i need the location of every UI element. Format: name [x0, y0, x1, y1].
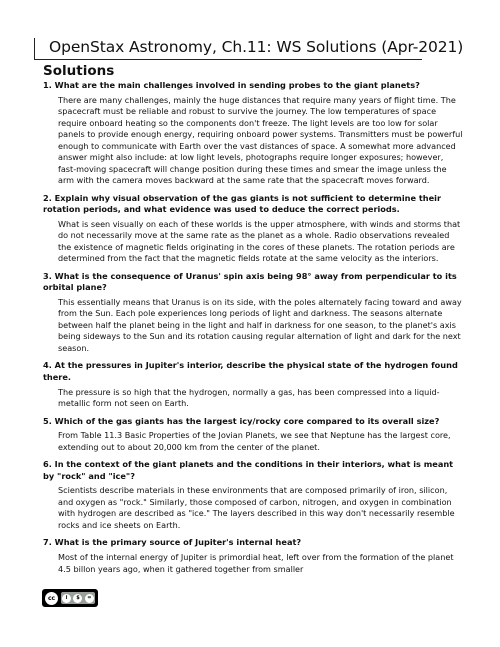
noncommercial-icon: $ — [73, 594, 82, 603]
question-1: 1. What are the main challenges involved in sending probes to the giant planets? — [43, 80, 420, 90]
answer-7: Most of the internal energy of Jupiter is primordial heat, left over from the formation of the planet 4.5 billon years ago, when it gathered together from smaller — [58, 552, 454, 574]
noderivatives-icon: = — [85, 594, 94, 603]
question-4: 4. At the pressures in Jupiter's interior, describe the physical state of the hydrogen found there. — [43, 360, 458, 383]
license-terms — [61, 592, 95, 604]
answer-1: There are many challenges, mainly the huge distances that require many years of flight time. The spacecraft must be reliable and robust to survive the journey. The low temperatures of space require onboard heating so the components don't freeze. The light levels are too low for solar panels to provide enough energy, requiring onboard power systems. Transmitters must be powerful enough to communicate with Earth over the vast distances of space. A somewhat more advanced answer might also include: at low light levels, photographs require longer exposures; however, fast-moving spacecraft will change position during these times and smear the image unless the arm with the camera moves backward at the same rate that the spacecraft moves forward. — [58, 94, 463, 186]
answer-5: From Table 11.3 Basic Properties of the Jovian Planets, we see that Neptune has the largest core, extending out to about 20,000 km from the center of the planet. — [58, 430, 451, 452]
question-5: 5. Which of the gas giants has the largest icy/rocky core compared to its overall size? — [43, 415, 440, 426]
cc-license-badge — [42, 589, 98, 607]
answer-4: The pressure is so high that the hydrogen, normally a gas, has been compressed into a liquid-metallic form not seen on Earth. — [58, 386, 440, 409]
attribution-icon: i — [62, 594, 71, 603]
answer-3: This essentially means that Uranus is on its side, with the poles alternately facing toward and away from the Sun. Each pole experiences long periods of light and darkness. The seasons alternate between half the planet being in the light and half in darkness for one season, to the planet's axis being sideways to the Sun and its rotation causing regular alternation of light and dark for the next season. — [58, 296, 462, 353]
answer-2: What is seen visually on each of these worlds is the upper atmosphere, with winds and storms that do not necessarily move at the same rate as the planet as a whole. Radio observations revealed the existence of magnetic fields originating in the cores of these planets. The rotation periods are determined from the fact that the magnetic fields rotate at the same velocity as the interiors. — [58, 218, 461, 264]
cc-icon: cc — [45, 592, 58, 605]
solutions-content — [40, 63, 464, 581]
document-title: OpenStax Astronomy, Ch.11: WS Solutions (Apr-2021) — [49, 38, 464, 56]
answer-6: Scientists describe materials in these environments that are composed primarily of iron, silicon, and oxygen as "rock." Similarly, those composed of carbon, nitrogen, and oxygen in combination with hydrogen are described as "ice." The layers described in this way don't necessarily resemble rocks and ice sheets on Earth. — [58, 485, 455, 530]
question-7: 7. What is the primary source of Jupiter's internal heat? — [43, 537, 302, 548]
question-2: 2. Explain why visual observation of the gas giants is not sufficient to determine their rotation periods, and what evidence was used to deduce the correct periods. — [43, 192, 442, 215]
section-title: Solutions — [43, 63, 115, 79]
question-3: 3. What is the consequence of Uranus' spin axis being 98° away from perpendicular to its orbital plane? — [43, 270, 457, 293]
page-header — [34, 38, 464, 60]
question-6: 6. In the context of the giant planets and the conditions in their interiors, what is meant by "rock" and "ice"? — [43, 459, 454, 481]
